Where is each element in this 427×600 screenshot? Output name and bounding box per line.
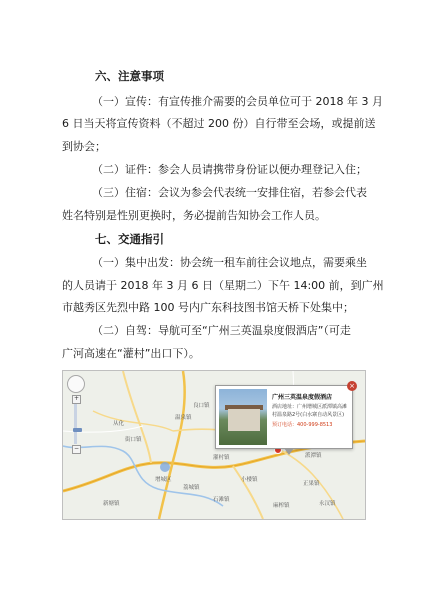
paragraph-id-card: （二）证件：参会人员请携带身份证以便办理登记入住； bbox=[92, 163, 367, 176]
map-zoom-control[interactable] bbox=[72, 395, 79, 453]
paragraph-departure-line-2: 的人员请于 2018 年 3 月 6 日（星期二）下午 14:00 前，到广州 bbox=[62, 279, 384, 292]
map-label-paitan: 派潭镇 bbox=[305, 453, 322, 459]
hotel-phone: 预订电话：400-999-8513 bbox=[272, 422, 333, 428]
paragraph-self-drive-line-1: （二）自驾：导航可至“广州三英温泉度假酒店”（可走 bbox=[92, 324, 351, 337]
map-label-wenquan: 温泉镇 bbox=[175, 415, 192, 421]
section-6-heading: 六、注意事项 bbox=[95, 69, 164, 83]
zoom-out-button[interactable]: − bbox=[73, 445, 80, 452]
map-label-xintang: 新塘镇 bbox=[103, 501, 120, 507]
map-pan-control-icon[interactable] bbox=[67, 375, 85, 393]
map-label-yonghan: 永汉镇 bbox=[319, 501, 336, 507]
popup-close-icon[interactable]: × bbox=[347, 381, 357, 391]
baidu-map[interactable] bbox=[62, 370, 366, 520]
paragraph-self-drive-line-2: 广河高速在“灌村”出口下）。 bbox=[62, 347, 200, 360]
map-label-maxiang: 麻榨镇 bbox=[273, 503, 290, 509]
map-label-guancun: 灌村镇 bbox=[213, 455, 230, 461]
zoom-slider-track[interactable] bbox=[74, 404, 77, 444]
hotel-address-line-2: 村温泉路2号(白水寨自动风景区) bbox=[272, 412, 345, 418]
map-label-jiekou: 街口镇 bbox=[125, 437, 142, 443]
hotel-name: 广州三英温泉度假酒店 bbox=[272, 394, 333, 401]
zoom-slider-thumb[interactable] bbox=[73, 428, 82, 432]
map-label-zengcheng: 增城区 bbox=[155, 477, 172, 483]
map-label-shitan: 石滩镇 bbox=[213, 497, 230, 503]
map-label-licheng: 荔城镇 bbox=[183, 485, 200, 491]
map-label-congtai: 从化 bbox=[113, 421, 125, 427]
paragraph-publicity-line-2: 6 日当天将宣传资料（不超过 200 份）自行带至会场，或提前送 bbox=[62, 117, 376, 130]
hotel-photo bbox=[219, 389, 267, 445]
hotel-address-line-1: 酒店地址：广州增城区派潭镇高滩 bbox=[272, 404, 348, 410]
hotel-info-popup bbox=[215, 382, 355, 449]
paragraph-departure-line-1: （一）集中出发：协会统一租车前往会议地点，需要乘坐 bbox=[92, 256, 367, 269]
zoom-in-button[interactable]: + bbox=[73, 395, 80, 402]
paragraph-departure-line-3: 市越秀区先烈中路 100 号内广东科技图书馆天桥下处集中； bbox=[62, 301, 354, 314]
section-7-heading: 七、交通指引 bbox=[95, 232, 164, 246]
paragraph-publicity-line-3: 到协会； bbox=[62, 140, 106, 153]
map-label-liangkou: 良口镇 bbox=[193, 403, 210, 409]
map-label-zhengguo: 正果镇 bbox=[303, 481, 320, 487]
paragraph-publicity-line-1: （一）宣传：有宣传推介需要的会员单位可于 2018 年 3 月 bbox=[92, 95, 383, 108]
map-label-xiaolou: 小楼镇 bbox=[241, 477, 258, 483]
paragraph-lodging-line-1: （三）住宿：会议为参会代表统一安排住宿，若参会代表 bbox=[92, 186, 367, 199]
paragraph-lodging-line-2: 姓名特别是性别更换时，务必提前告知协会工作人员。 bbox=[62, 209, 326, 222]
